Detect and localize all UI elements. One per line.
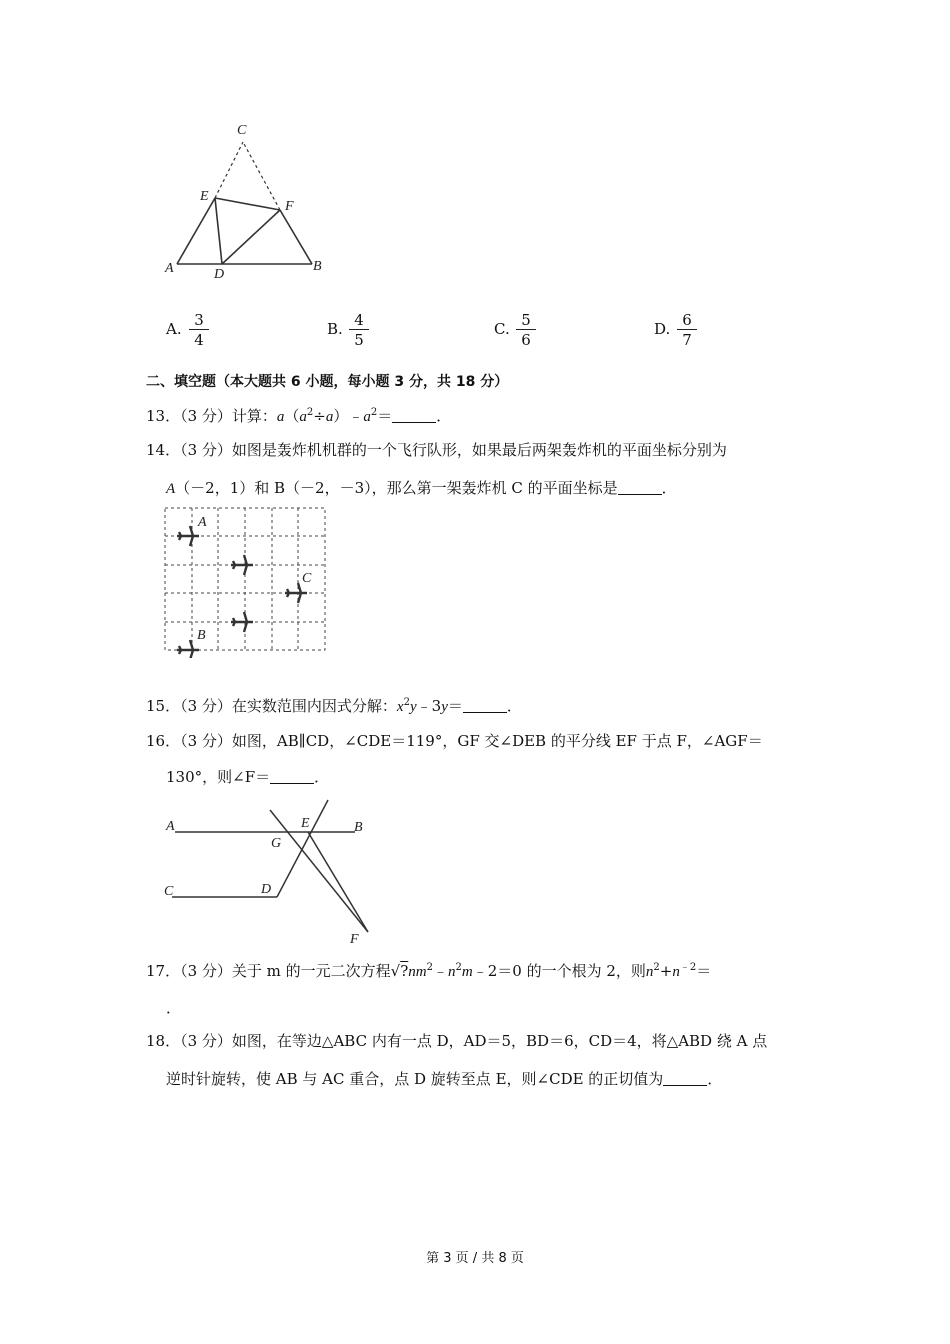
label-E: E: [200, 189, 209, 204]
label-A: A: [165, 261, 174, 276]
question-17-end: ．: [166, 999, 182, 1017]
question-18-line1: 18．（3 分）如图，在等边△ABC 内有一点 D，AD＝5，BD＝6，CD＝4，将△ABD 绕 A 点: [146, 1032, 768, 1050]
plane-icon: [231, 555, 253, 575]
plane-icon: [231, 612, 253, 632]
triangle-figure: [160, 118, 340, 288]
grid-label-B: B: [197, 628, 206, 643]
answer-blank-15[interactable]: [463, 698, 507, 713]
option-b-letter[interactable]: B.: [327, 320, 343, 338]
label-D: D: [214, 267, 225, 282]
option-b-fraction[interactable]: $\frac{4}{5}$: [349, 311, 369, 350]
option-a-fraction[interactable]: $\frac{3}{4}$: [189, 311, 209, 350]
label-C: C: [237, 123, 247, 138]
answer-blank-13[interactable]: [392, 408, 436, 423]
question-13: 13．（3 分）计算：$a(a^2\div a)﹣a^2=$ ．: [146, 407, 452, 425]
answer-blank-16[interactable]: [270, 769, 314, 784]
question-16-line2: 130°，则∠F＝ ．: [166, 768, 330, 786]
line-label-D: D: [261, 882, 272, 897]
line-label-B: B: [354, 820, 363, 835]
line-label-A: A: [166, 819, 175, 834]
grid-label-C: C: [302, 571, 312, 586]
option-c-fraction[interactable]: $\frac{5}{6}$: [516, 311, 536, 350]
page-footer: 第 3 页 / 共 8 页: [426, 1251, 524, 1266]
question-18-line2: 逆时针旋转，使 AB 与 AC 重合，点 D 旋转至点 E，则∠CDE 的正切值为 ．: [166, 1070, 723, 1088]
line-label-F: F: [350, 932, 359, 947]
option-c-letter[interactable]: C.: [494, 320, 510, 338]
plane-c-icon: [285, 583, 307, 603]
grid-label-A: A: [198, 515, 207, 530]
label-F: F: [285, 199, 294, 214]
plane-formation-grid: [160, 503, 335, 658]
line-label-E: E: [301, 816, 310, 831]
question-14-line2: A（－2，1）和 B（－2，－3），那么第一架轰炸机 C 的平面坐标是 ．: [166, 479, 677, 497]
label-B: B: [313, 259, 322, 274]
line-label-G: G: [271, 836, 282, 851]
answer-blank-14[interactable]: [618, 480, 662, 495]
question-17: 17．（3 分）关于 m 的一元二次方程$√?nm^2﹣n^2m﹣2=0$ 的一个根为 2，则$n^2+n^{﹣2}=$: [146, 962, 712, 980]
answer-blank-18[interactable]: [663, 1071, 707, 1086]
question-16-line1: 16．（3 分）如图，AB∥CD，∠CDE＝119°，GF 交∠DEB 的平分线 EF 于点 F，∠AGF＝: [146, 732, 763, 750]
sqrt-icon: √: [390, 962, 401, 980]
option-d-letter[interactable]: D.: [654, 320, 671, 338]
section-heading: 二、填空题（本大题共 6 小题，每小题 3 分，共 18 分）: [146, 374, 509, 390]
option-a-letter[interactable]: A.: [166, 320, 182, 338]
question-14-line1: 14．（3 分）如图是轰炸机机群的一个飞行队形，如果最后两架轰炸机的平面坐标分别为: [146, 441, 727, 459]
plane-a-icon: [177, 526, 199, 546]
option-d-fraction[interactable]: $\frac{6}{7}$: [677, 311, 697, 350]
question-15: 15．（3 分）在实数范围内因式分解：$x^2y﹣3y=$ ．: [146, 697, 522, 715]
parallel-lines-figure: [160, 795, 380, 950]
line-label-C: C: [164, 884, 174, 899]
plane-b-icon: [177, 640, 199, 658]
